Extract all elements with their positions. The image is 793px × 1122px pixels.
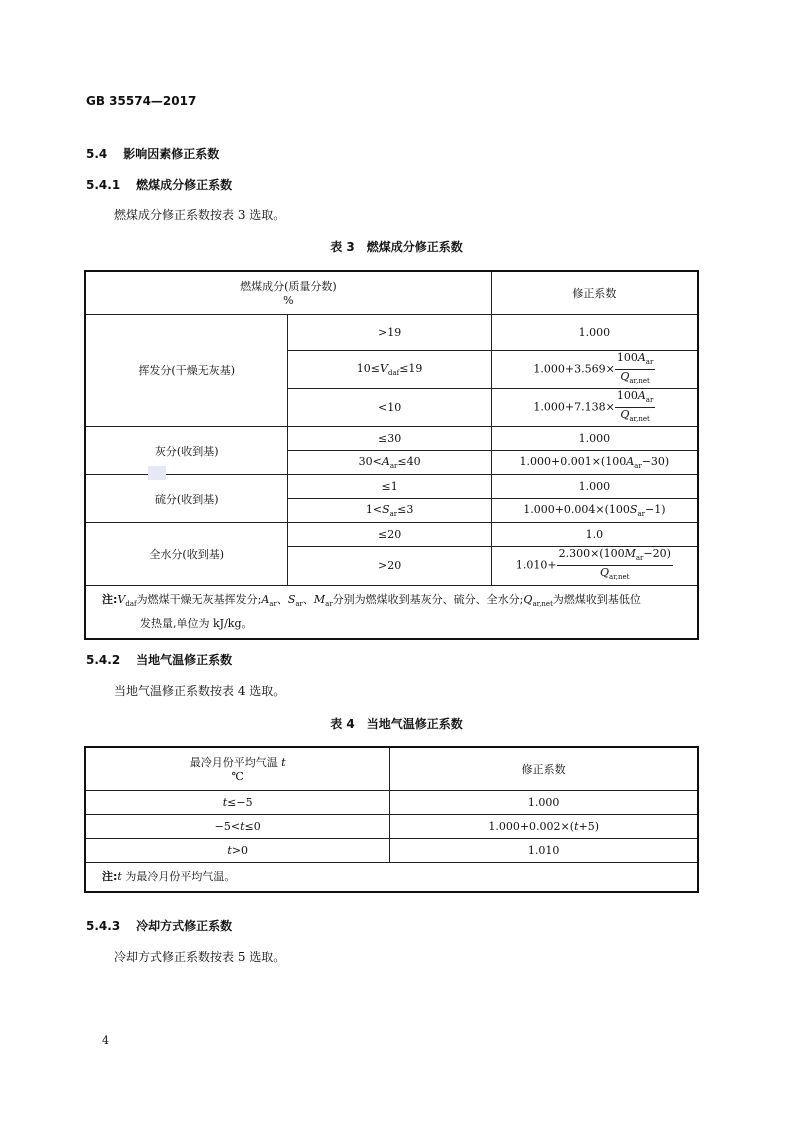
value-cell: 1.010 [390, 838, 698, 862]
formula-prefix: 1.000+7.138× [533, 400, 615, 414]
head-left-var: t [281, 756, 286, 770]
note-var: S [287, 592, 296, 606]
value-cell: 1.000 [491, 427, 698, 451]
formula-prefix: 1.010+ [515, 558, 557, 572]
range-cell: >19 [288, 314, 491, 350]
value-pre: 1.000+0.004×(100 [523, 503, 630, 517]
frac-sub: ar [645, 357, 654, 366]
table-4-head-right: 修正系数 [390, 747, 698, 790]
note-var: Q [523, 592, 533, 606]
value-cell: 1.000 [390, 790, 698, 814]
value-var: t [574, 819, 579, 833]
frac-den-var: Q [620, 408, 630, 422]
head-left-text: 最冷月份平均气温 [189, 756, 278, 770]
range-cell: ≤1 [288, 475, 491, 499]
range-var: t [227, 843, 232, 857]
note-var: V [117, 592, 126, 606]
frac-coef: 100 [616, 350, 638, 364]
section-number: 5.4.3 [86, 919, 121, 933]
range-sub: ar [389, 510, 398, 519]
frac-num-post: −20) [643, 547, 671, 561]
ash-group-label: 灰分(收到基) [85, 427, 288, 475]
range-pre: 10≤ [356, 361, 381, 375]
paragraph-5-4-3: 冷却方式修正系数按表 5 选取。 [114, 950, 286, 964]
formula-fraction [615, 351, 655, 388]
note-var: t [117, 869, 122, 883]
range-cell [85, 838, 390, 862]
section-5-4-3-heading [86, 917, 232, 934]
value-cell: 1.000 [491, 475, 698, 499]
value-post: +5) [578, 819, 599, 833]
table-3-head-right: 修正系数 [491, 271, 698, 314]
frac-den-sub: ar,net [629, 415, 650, 424]
range-post: ≤19 [399, 361, 423, 375]
range-cell: ≤30 [288, 427, 491, 451]
table-3-caption [0, 238, 793, 255]
table-3-number: 表 3 [330, 240, 355, 254]
note-var: A [261, 592, 270, 606]
value-pre: 1.000+0.001×(100 [519, 455, 627, 469]
section-title: 冷却方式修正系数 [136, 919, 233, 933]
range-var: t [240, 819, 245, 833]
frac-coef: 100 [616, 388, 638, 402]
section-title: 影响因素修正系数 [123, 147, 220, 161]
head-left-line-1: 燃煤成分(质量分数) [240, 280, 337, 294]
range-pre: 30< [358, 455, 382, 469]
volatile-group-label: 挥发分(干燥无灰基) [85, 314, 288, 427]
frac-var: A [637, 350, 646, 364]
note-sub: ar [325, 599, 333, 608]
section-number: 5.4.2 [86, 653, 121, 667]
range-cell [288, 350, 491, 388]
frac-den-sub: ar,net [629, 376, 650, 385]
value-cell [491, 451, 698, 475]
value-post: −1) [645, 503, 666, 517]
range-cell [85, 790, 390, 814]
range-sub: daf [387, 368, 400, 377]
value-sub: ar [637, 510, 645, 519]
value-cell [491, 350, 698, 388]
range-cell [288, 499, 491, 523]
range-post: ≤40 [397, 455, 421, 469]
note-sep: 、 [276, 592, 288, 606]
value-post: −30) [641, 455, 670, 469]
range-var: t [222, 795, 228, 809]
range-var: S [382, 503, 390, 517]
range-post: ≤3 [397, 503, 414, 517]
table-4-note [85, 862, 698, 892]
section-title: 当地气温修正系数 [136, 653, 233, 667]
frac-num-var: M [624, 547, 636, 561]
note-var: M [313, 592, 326, 606]
note-label: 注: [102, 869, 118, 883]
range-cell: >20 [288, 547, 491, 585]
note-sub: daf [125, 599, 137, 608]
page-number: 4 [102, 1034, 109, 1047]
value-cell [491, 499, 698, 523]
value-cell: 1.000 [491, 314, 698, 350]
frac-sub: ar [645, 396, 654, 405]
value-var: S [629, 503, 638, 517]
value-var: A [626, 455, 635, 469]
range-cell [85, 814, 390, 838]
value-cell: 1.0 [491, 523, 698, 547]
head-left-line-2: ℃ [231, 770, 244, 784]
frac-den-var: Q [599, 566, 610, 580]
range-pre: 1< [365, 503, 383, 517]
range-post: ≤−5 [227, 795, 253, 809]
range-post: >0 [231, 843, 248, 857]
highlight-mark [148, 466, 166, 480]
note-sub: ar [269, 599, 277, 608]
section-number: 5.4 [86, 147, 108, 161]
range-cell: <10 [288, 388, 491, 426]
value-cell [491, 388, 698, 426]
section-5-4-heading [86, 145, 219, 162]
value-sub: ar [634, 462, 642, 471]
value-cell [390, 814, 698, 838]
formula-prefix: 1.000+3.569× [533, 362, 615, 376]
table-3-head-left [85, 271, 491, 314]
note-text: 为最冷月份平均气温。 [125, 869, 236, 883]
range-cell [288, 451, 491, 475]
section-5-4-1-heading [86, 176, 232, 193]
table-4 [84, 746, 699, 893]
sulfur-group-label: 硫分(收到基) [85, 475, 288, 523]
table-3-title: 燃煤成分修正系数 [366, 240, 463, 254]
range-var: V [380, 361, 388, 375]
table-4-title: 当地气温修正系数 [366, 717, 463, 731]
frac-den-var: Q [620, 369, 630, 383]
note-text: 为燃煤收到基低位 [552, 592, 641, 606]
range-sub: ar [389, 462, 398, 471]
table-4-head-left [85, 747, 390, 790]
range-post: ≤0 [244, 819, 261, 833]
section-title: 燃煤成分修正系数 [136, 178, 233, 192]
note-text: 为燃煤干燥无灰基挥发分; [136, 592, 262, 606]
head-left-line-1 [90, 754, 385, 770]
note-sub: ar [295, 599, 303, 608]
note-line-1 [102, 590, 681, 614]
value-cell [491, 547, 698, 585]
range-cell: ≤20 [288, 523, 491, 547]
formula-fraction [615, 389, 655, 426]
note-sep: 、 [302, 592, 314, 606]
section-number: 5.4.1 [86, 178, 121, 192]
standard-header: GB 35574—2017 [86, 94, 197, 108]
value-pre: 1.000+0.002×( [488, 819, 575, 833]
frac-den-sub: ar,net [609, 573, 630, 582]
note-text: 分别为燃煤收到基灰分、硫分、全水分; [332, 592, 524, 606]
table-4-caption [0, 715, 793, 732]
paragraph-5-4-1: 燃煤成分修正系数按表 3 选取。 [114, 208, 286, 222]
note-line-2: 发热量,单位为 kJ/kg。 [140, 616, 253, 630]
moisture-group-label: 全水分(收到基) [85, 523, 288, 585]
frac-num-pre: 2.300×(100 [558, 547, 625, 561]
table-3 [84, 270, 699, 640]
paragraph-5-4-2: 当地气温修正系数按表 4 选取。 [114, 684, 286, 698]
section-5-4-2-heading [86, 651, 232, 668]
formula-fraction [557, 547, 673, 584]
table-3-note [85, 585, 698, 639]
note-label: 注: [102, 592, 118, 606]
range-var: A [381, 455, 390, 469]
frac-num-sub: ar [635, 554, 644, 563]
note-sub: ar,net [532, 599, 553, 608]
table-4-number: 表 4 [330, 717, 355, 731]
range-pre: −5< [214, 819, 241, 833]
head-left-line-2: % [283, 294, 294, 308]
frac-var: A [637, 388, 646, 402]
